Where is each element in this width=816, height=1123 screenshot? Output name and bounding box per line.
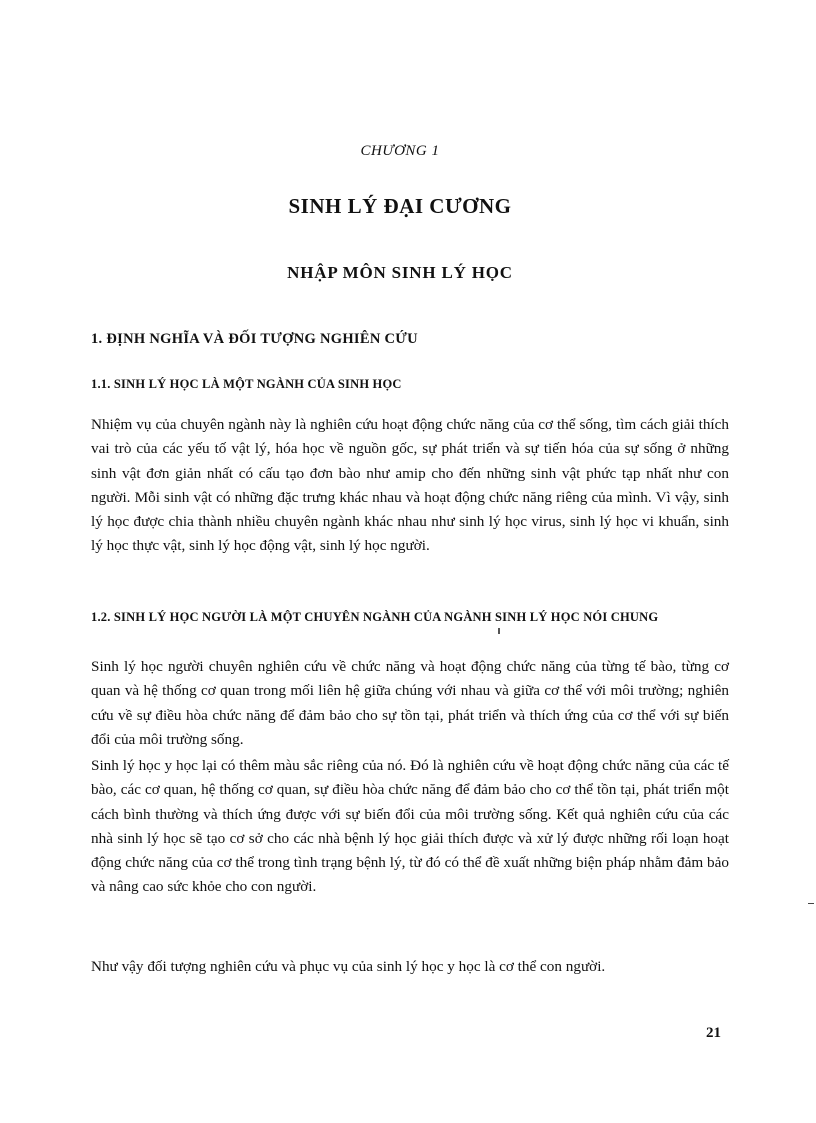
paragraph-4-text: Như vậy đối tượng nghiên cứu và phục vụ của sinh lý học y học là cơ thể con người. <box>91 958 606 975</box>
heading-1-2: 1.2. SINH LÝ HỌC NGƯỜI LÀ MỘT CHUYÊN NGÀNH CỦA NGÀNH SINH LÝ HỌC NÓI CHUNG <box>91 610 659 624</box>
paragraph-2-text: Sinh lý học người chuyên nghiên cứu về chức năng và hoạt động chức năng của từng tế bào, từng cơ quan và hệ thống cơ quan trong mối liên hệ giữa chúng với nhau và giữa cơ thể với môi trường; nghiên cứu về sự điều hòa chức năng để đảm bảo cho sự tồn tại, phát triển và thích ứng của cơ thể với sự biến đổi của môi trường sống. <box>91 658 729 748</box>
heading-1-1: 1.1. SINH LÝ HỌC LÀ MỘT NGÀNH CỦA SINH HỌC <box>91 377 402 391</box>
heading-definition-and-object: 1. ĐỊNH NGHĨA VÀ ĐỐI TƯỢNG NGHIÊN CỨU <box>91 331 418 347</box>
paragraph-4 <box>91 955 729 979</box>
paragraph-2 <box>91 655 729 752</box>
chapter-title: SINH LÝ ĐẠI CƯƠNG <box>288 194 512 218</box>
paragraph-1 <box>91 413 729 559</box>
chapter-label: CHƯƠNG 1 <box>360 143 440 159</box>
scan-edge-mark <box>808 903 814 904</box>
scan-speck <box>498 628 500 634</box>
paragraph-1-text: Nhiệm vụ của chuyên ngành này là nghiên cứu hoạt động chức năng của cơ thể sống, tìm cách giải thích vai trò của các yếu tố vật lý, hóa học về nguồn gốc, sự phát triển và sự tiến hóa của sự sống ở những sinh vật đơn giản nhất có cấu tạo đơn bào như amip cho đến những sinh vật phức tạp nhất như con người. Mỗi sinh vật có những đặc trưng khác nhau và hoạt động chức năng riêng của mình. Vì vậy, sinh lý học được chia thành nhiều chuyên ngành khác nhau như sinh lý học virus, sinh lý học vi khuẩn, sinh lý học thực vật, sinh lý học động vật, sinh lý học người. <box>91 416 729 555</box>
paragraph-3-text: Sinh lý học y học lại có thêm màu sắc riêng của nó. Đó là nghiên cứu về hoạt động chức năng của các tế bào, các cơ quan, hệ thống cơ quan, sự điều hòa chức năng để đảm bảo cho cơ thể tồn tại, phát triển một cách bình thường và thích ứng được với sự biến đổi của môi trường sống. Kết quả nghiên cứu của các nhà sinh lý học sẽ tạo cơ sở cho các nhà bệnh lý học giải thích được và xử lý được những rối loạn hoạt động chức năng của cơ thể trong tình trạng bệnh lý, từ đó có thể đề xuất những biện pháp nhằm đảm bảo và nâng cao sức khỏe cho con người. <box>91 757 729 896</box>
section-title: NHẬP MÔN SINH LÝ HỌC <box>287 263 513 282</box>
paragraph-3 <box>91 754 729 900</box>
page-number: 21 <box>706 1025 721 1041</box>
